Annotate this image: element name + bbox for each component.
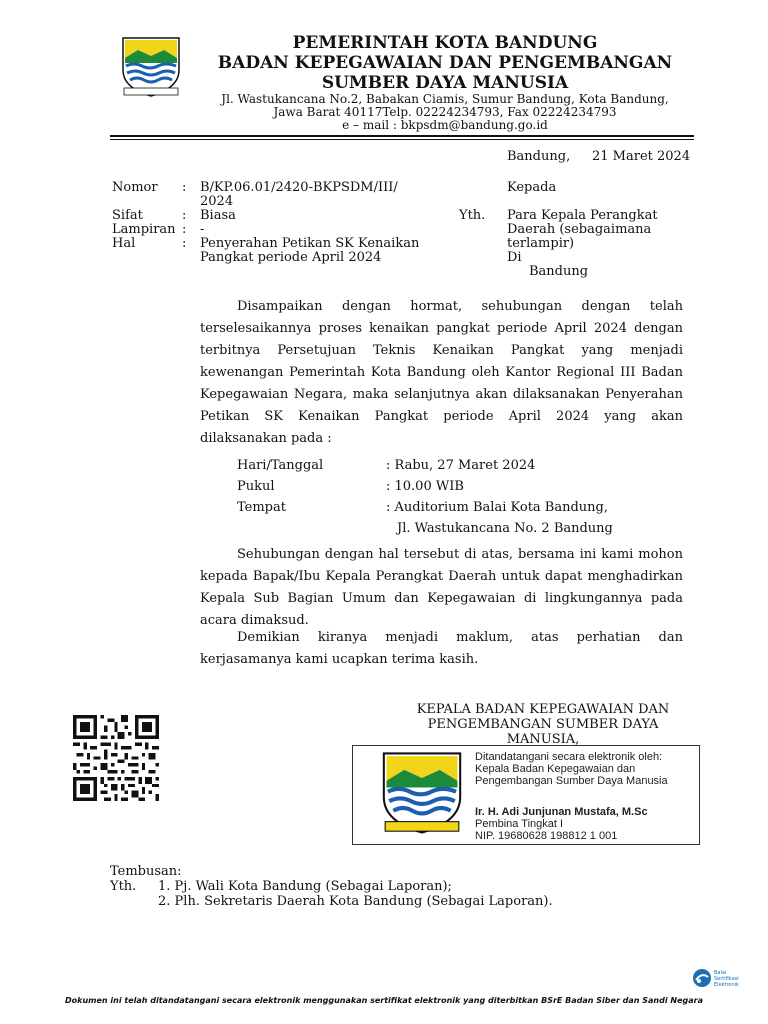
event-day-label: Hari/Tanggal — [237, 458, 324, 473]
recipient-line-1: Para Kepala Perangkat — [507, 208, 658, 223]
nomor-label: Nomor — [112, 180, 158, 195]
tembusan-item-1: 1. Pj. Wali Kota Bandung (Sebagai Laporan); — [158, 879, 452, 894]
signer-rank: Pembina Tingkat I — [475, 818, 564, 830]
signature-box-line-1: Ditandatangani secara elektronik oleh: — [475, 751, 663, 763]
event-place-value-1: : Auditorium Balai Kota Bandung, — [386, 500, 609, 515]
tembusan-label: Tembusan: — [110, 864, 182, 879]
letterhead-line-3: SUMBER DAYA MANUSIA — [321, 73, 569, 93]
lampiran-colon: : — [182, 222, 187, 237]
nomor-value-2: 2024 — [200, 194, 234, 209]
letterhead-address-1: Jl. Wastukancana No.2, Babakan Ciamis, Sumur Bandung, Kota Bandung, — [221, 92, 669, 106]
lampiran-value: - — [200, 222, 205, 237]
signature-box-line-2: Kepala Badan Kepegawaian dan — [475, 763, 636, 775]
hal-value-1: Penyerahan Petikan SK Kenaikan — [200, 236, 420, 251]
recipient-city: Bandung — [529, 264, 589, 279]
letterhead-line-2: BADAN KEPEGAWAIAN DAN PENGEMBANGAN — [217, 53, 673, 73]
signer-nip: NIP. 19680628 198812 1 001 — [475, 830, 618, 842]
hal-colon: : — [182, 236, 187, 251]
letterhead-email: e – mail : bkpsdm@bandung.go.id — [342, 118, 548, 132]
letter-date: 21 Maret 2024 — [592, 149, 691, 164]
recipient-di: Di — [507, 250, 522, 265]
signature-title-2: PENGEMBANGAN SUMBER DAYA — [427, 717, 659, 732]
bsre-label: Balai Sertifikasi Elektronik — [714, 970, 739, 988]
nomor-colon: : — [182, 180, 187, 195]
footer-disclaimer: Dokumen ini telah ditandatangani secara elektronik menggunakan sertifikat elektronik yang diterbitkan BSrE Badan Siber dan Sandi Negara — [65, 996, 703, 1005]
sifat-colon: : — [182, 208, 187, 223]
letterhead-divider-thin — [110, 139, 694, 140]
recipient-kepada: Kepada — [507, 180, 557, 195]
tembusan-yth: Yth. — [110, 879, 137, 894]
city-logo — [118, 36, 184, 98]
event-day-value: : Rabu, 27 Maret 2024 — [386, 458, 536, 473]
recipient-yth: Yth. — [459, 208, 486, 223]
recipient-line-3: terlampir) — [507, 236, 575, 251]
signature-title-1: KEPALA BADAN KEPEGAWAIAN DAN — [416, 702, 670, 717]
event-time-label: Pukul — [237, 479, 275, 494]
sifat-value: Biasa — [200, 208, 236, 223]
hal-value-2: Pangkat periode April 2024 — [200, 250, 382, 265]
signer-name: Ir. H. Adi Junjunan Mustafa, M.Sc — [475, 806, 648, 818]
sifat-label: Sifat — [112, 208, 143, 223]
tembusan-item-2: 2. Plh. Sekretaris Daerah Kota Bandung (Sebagai Laporan). — [158, 894, 553, 909]
lampiran-label: Lampiran — [112, 222, 176, 237]
letter-city: Bandung, — [507, 149, 571, 164]
signature-box-line-3: Pengembangan Sumber Daya Manusia — [475, 775, 668, 787]
event-place-value-2: Jl. Wastukancana No. 2 Bandung — [397, 521, 613, 536]
recipient-line-2: Daerah (sebagaimana — [507, 222, 652, 237]
qr-code-icon — [66, 715, 166, 801]
hal-label: Hal — [112, 236, 136, 251]
signature-title-3: MANUSIA, — [506, 732, 580, 747]
electronic-signature-box — [352, 745, 700, 845]
body-paragraph-1: Disampaikan dengan hormat, sehubungan dengan telah terselesaikannya proses kenaikan pangkat periode April 2024 dengan terbitnya Persetujuan Teknis Kenaikan Pangkat yang menjadi kewenangan Pemerintah Kota Bandung oleh Kantor Regional III Badan Kepegawaian Negara, maka selanjutnya akan dilaksanakan Penyerahan Petikan SK Kenaikan Pangkat periode April 2024 yang akan dilaksanakan pada : — [200, 299, 683, 446]
letterhead-line-1: PEMERINTAH KOTA BANDUNG — [292, 33, 598, 53]
city-logo-small — [377, 750, 467, 836]
letterhead-divider-thick — [110, 135, 694, 137]
bsre-emblem-icon — [692, 968, 712, 988]
body-paragraph-2: Sehubungan dengan hal tersebut di atas, bersama ini kami mohon kepada Bapak/Ibu Kepala Perangkat Daerah untuk dapat menghadirkan Kepala Sub Bagian Umum dan Kepegawaian di lingkungannya pada acara dimaksud. — [200, 547, 683, 628]
event-time-value: : 10.00 WIB — [386, 479, 464, 494]
event-place-label: Tempat — [237, 500, 286, 515]
bsre-logo — [692, 968, 762, 992]
body-paragraph-3: Demikian kiranya menjadi maklum, atas perhatian dan kerjasamanya kami ucapkan terima kasih. — [200, 630, 683, 667]
letterhead-address-2: Jawa Barat 40117Telp. 02224234793, Fax 02224234793 — [273, 105, 617, 119]
nomor-value-1: B/KP.06.01/2420-BKPSDM/III/ — [200, 180, 398, 195]
